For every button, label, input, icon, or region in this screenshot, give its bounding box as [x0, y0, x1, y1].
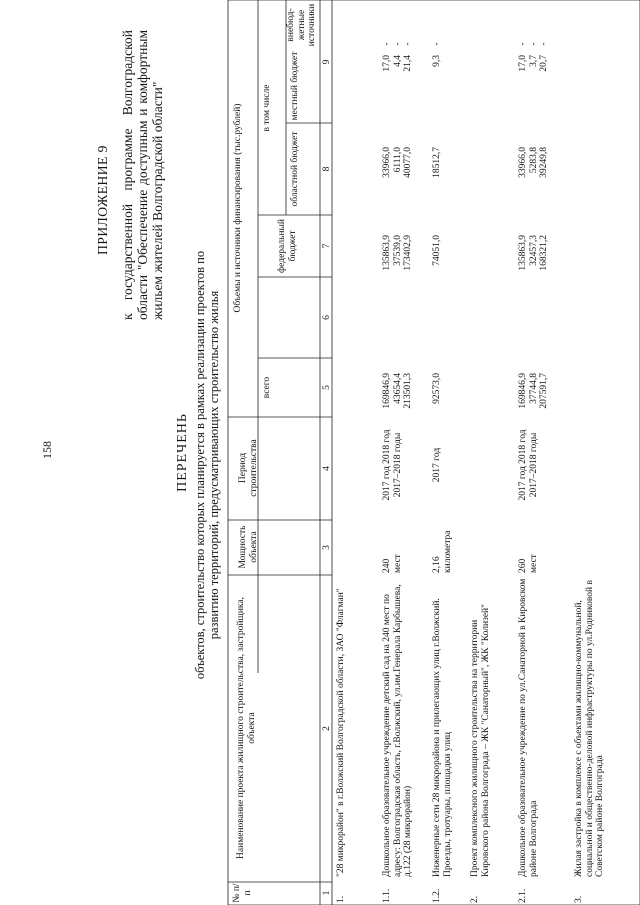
total-amount: 169846,9 37744,8 207591,7: [518, 373, 549, 409]
col-number: 8: [322, 166, 332, 172]
col-number: 7: [322, 243, 332, 249]
construction-period: 2017 год: [432, 447, 442, 483]
extrabudget-amount: - - -: [518, 42, 549, 46]
col-number: 2: [322, 726, 332, 731]
header-capacity: Мощность объекта: [238, 525, 259, 569]
col-number: 6: [322, 315, 332, 320]
local-amount: 17,0 3,7 20,7: [518, 55, 549, 72]
row-number: 2.1.: [518, 888, 528, 903]
object-name: Инженерные сети 28 микрорайона и прилегающих улиц г.Волжский. Проезды, тротуары, площадки улиц: [432, 598, 453, 877]
construction-period: 2017 год 2018 год 2017–2018 годы: [518, 429, 539, 501]
col-number: 4: [322, 466, 332, 471]
local-amount: 17,0 4,4 21,4: [382, 55, 413, 72]
object-name: Дошкольное образовательное учреждение детский сад на 240 мест по адресу: Волгоградская область, г.Волжский, ул.им.Генерала Карбышева, д.122 (28 микрорайон): [382, 584, 413, 877]
federal-amount: 135863,9 37539,0 173402,9: [382, 235, 413, 271]
row-number: 2.: [470, 895, 480, 903]
header-federal: федеральный бюджет: [277, 219, 298, 273]
project-name: Проект комплексного жилищного строительства на территории Кировского района Волгограда – ЖК "Санаторный", ЖК "Колизей": [470, 604, 491, 877]
row-number: 1.: [336, 895, 346, 903]
row-number: 1.2.: [432, 888, 442, 903]
regional-amount: 33966,0 6111,0 40077,0: [382, 147, 413, 178]
header-name: Наименование проекта жилищного строительства, застройщика, объекта: [236, 597, 257, 859]
object-name: Дошкольное образовательное учреждение по ул.Санаторной в Кировском районе Волгограда: [518, 578, 539, 877]
header-extrabudget: внебюд-жетные источники: [286, 3, 317, 47]
total-amount: 92573,0: [432, 373, 442, 404]
col-number: 3: [322, 545, 332, 550]
federal-amount: 74051,0: [432, 235, 442, 266]
col-number: 9: [322, 59, 332, 65]
object-capacity: 240 мест: [382, 554, 403, 573]
total-amount: 169846,9 43654,4 213501,3: [382, 373, 413, 409]
extrabudget-amount: - - -: [382, 42, 413, 46]
object-capacity: 260 мест: [518, 554, 539, 573]
extrabudget-amount: -: [432, 42, 442, 46]
col-number: 5: [322, 385, 332, 390]
project-name: "28 микрорайон" в г.Волжский Волгоградской области, ЗАО "Флагман": [336, 588, 346, 877]
col-number: 1: [322, 890, 332, 896]
header-local: местный бюджет: [290, 51, 300, 121]
object-capacity: 2,16 километра: [432, 530, 453, 573]
local-amount: 9,3: [432, 55, 442, 67]
row-number: 1.1.: [382, 888, 392, 903]
row-number: 3.: [574, 895, 584, 903]
header-regional: областной бюджет: [290, 131, 300, 207]
document-heading: ПЕРЕЧЕНЬ: [175, 413, 190, 492]
header-num: № п/п: [232, 883, 253, 903]
construction-period: 2017 год 2018 год 2017–2018 годы: [382, 429, 403, 501]
document-subtitle: объектов, строительство которых планируется в рамках реализации проектов по развитию территорий, предусматривающих строительство жилья: [193, 250, 221, 680]
regional-amount: 33966,0 5283,8 39249,8: [518, 147, 549, 178]
page-number: 158: [40, 441, 54, 459]
appendix-title: ПРИЛОЖЕНИЕ 9: [95, 145, 110, 255]
header-period: Период строительства: [238, 439, 259, 497]
project-name: Жилая застройка в комплексе с объектами жилищно-коммунальной, социальной и общественно-деловой инфраструктуры по ул.Родниковой в Советском районе Волгограда: [574, 580, 605, 877]
federal-amount: 135863,9 32457,3 168321,2: [518, 235, 549, 271]
regional-amount: 18512,7: [432, 147, 442, 178]
header-funding: Объемы и источники финансирования (тыс.рублей): [233, 103, 243, 313]
header-including: в том числе: [262, 84, 272, 132]
header-total: всего: [262, 376, 272, 399]
appendix-note: к государственной программе Волгоградской области "Обеспечение доступным и комфортным жильем жителей Волгоградской области": [120, 30, 165, 320]
